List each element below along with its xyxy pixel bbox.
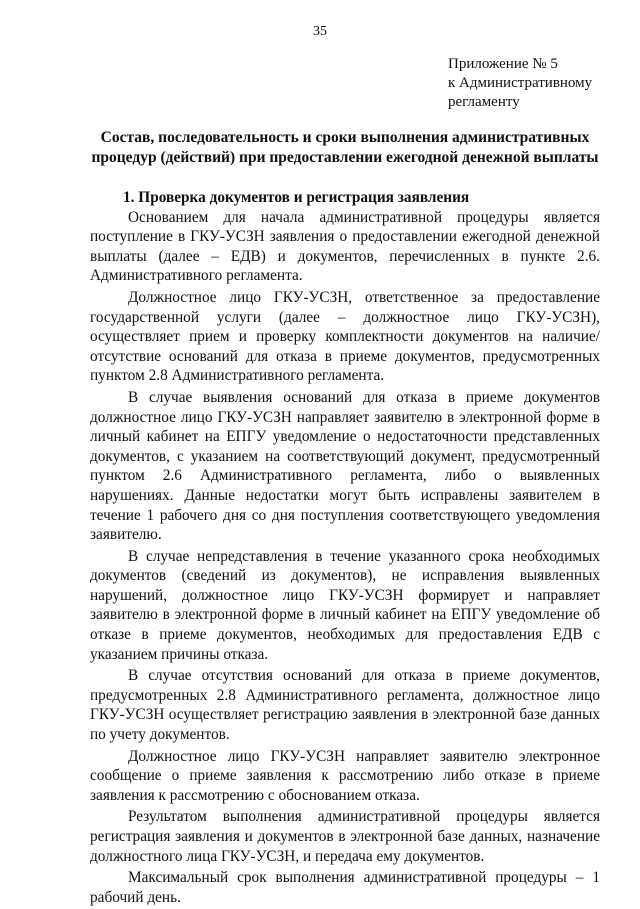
appendix-line: Приложение № 5 bbox=[448, 56, 558, 72]
appendix-note bbox=[448, 55, 592, 112]
document-title bbox=[90, 128, 600, 168]
paragraph: Основанием для начала административной процедуры является поступление в ГКУ-УСЗН заявления о предоставлении ежегодной денежной выплаты (далее – ЕДВ) и документов, перечисленных в пункте 2.6. Административного регламента. bbox=[90, 208, 600, 285]
paragraph: Максимальный срок выполнения административной процедуры – 1 рабочий день. bbox=[90, 869, 600, 906]
paragraph: Должностное лицо ГКУ-УСЗН направляет заявителю электронное сообщение о приеме заявления к рассмотрению либо отказе в приеме заявления к рассмотрению с обоснованием отказа. bbox=[90, 747, 600, 804]
paragraph: В случае непредставления в течение указанного срока необходимых документов (сведений из документов), не исправления выявленных нарушений, должностное лицо ГКУ-УСЗН формирует и направляет заявителю в электронной форме в личный кабинет на ЕПГУ уведомление об отказе в приеме документов, необходимых для предоставления ЕДВ с указанием причины отказа. bbox=[90, 547, 600, 663]
page-number: 35 bbox=[313, 24, 327, 39]
title-line: процедур (действий) при предоставлении ежегодной денежной выплаты bbox=[91, 149, 599, 166]
paragraph: Результатом выполнения административной процедуры является регистрация заявления и документов в электронной базе данных, назначение должностного лица ГКУ-УСЗН, и передача ему документов. bbox=[90, 808, 600, 865]
appendix-line: регламенту bbox=[448, 94, 520, 110]
paragraph: В случае выявления оснований для отказа в приеме документов должностное лицо ГКУ-УСЗН направляет заявителю в электронной форме в личный кабинет на ЕПГУ уведомление о недостаточности представленных документов, с указанием на соответствующий документ, предусмотренный пунктом 2.6 Административного регламента, либо о выявленных нарушениях. Данные недостатки могут быть исправлены заявителем в течение 1 рабочего дня со дня поступления соответствующего уведомления заявителю. bbox=[90, 388, 600, 544]
appendix-line: к Административному bbox=[448, 75, 593, 91]
paragraph: В случае отсутствия оснований для отказа в приеме документов, предусмотренных 2.8 Административного регламента, должностное лицо ГКУ-УСЗН осуществляет регистрацию заявления в электронной базе данных по учету документов. bbox=[90, 667, 600, 744]
paragraph: Должностное лицо ГКУ-УСЗН, ответственное за предоставление государственной услуги (далее – должностное лицо ГКУ-УСЗН), осуществляет прием и проверку комплектности документов на наличие/отсутствие оснований для отказа в приеме документов, предусмотренных пунктом 2.8 Административного регламента. bbox=[90, 288, 600, 385]
title-line: Состав, последовательность и сроки выполнения административных bbox=[100, 129, 590, 146]
document-body bbox=[90, 188, 600, 909]
section-heading: 1. Проверка документов и регистрация заявления bbox=[123, 189, 470, 206]
